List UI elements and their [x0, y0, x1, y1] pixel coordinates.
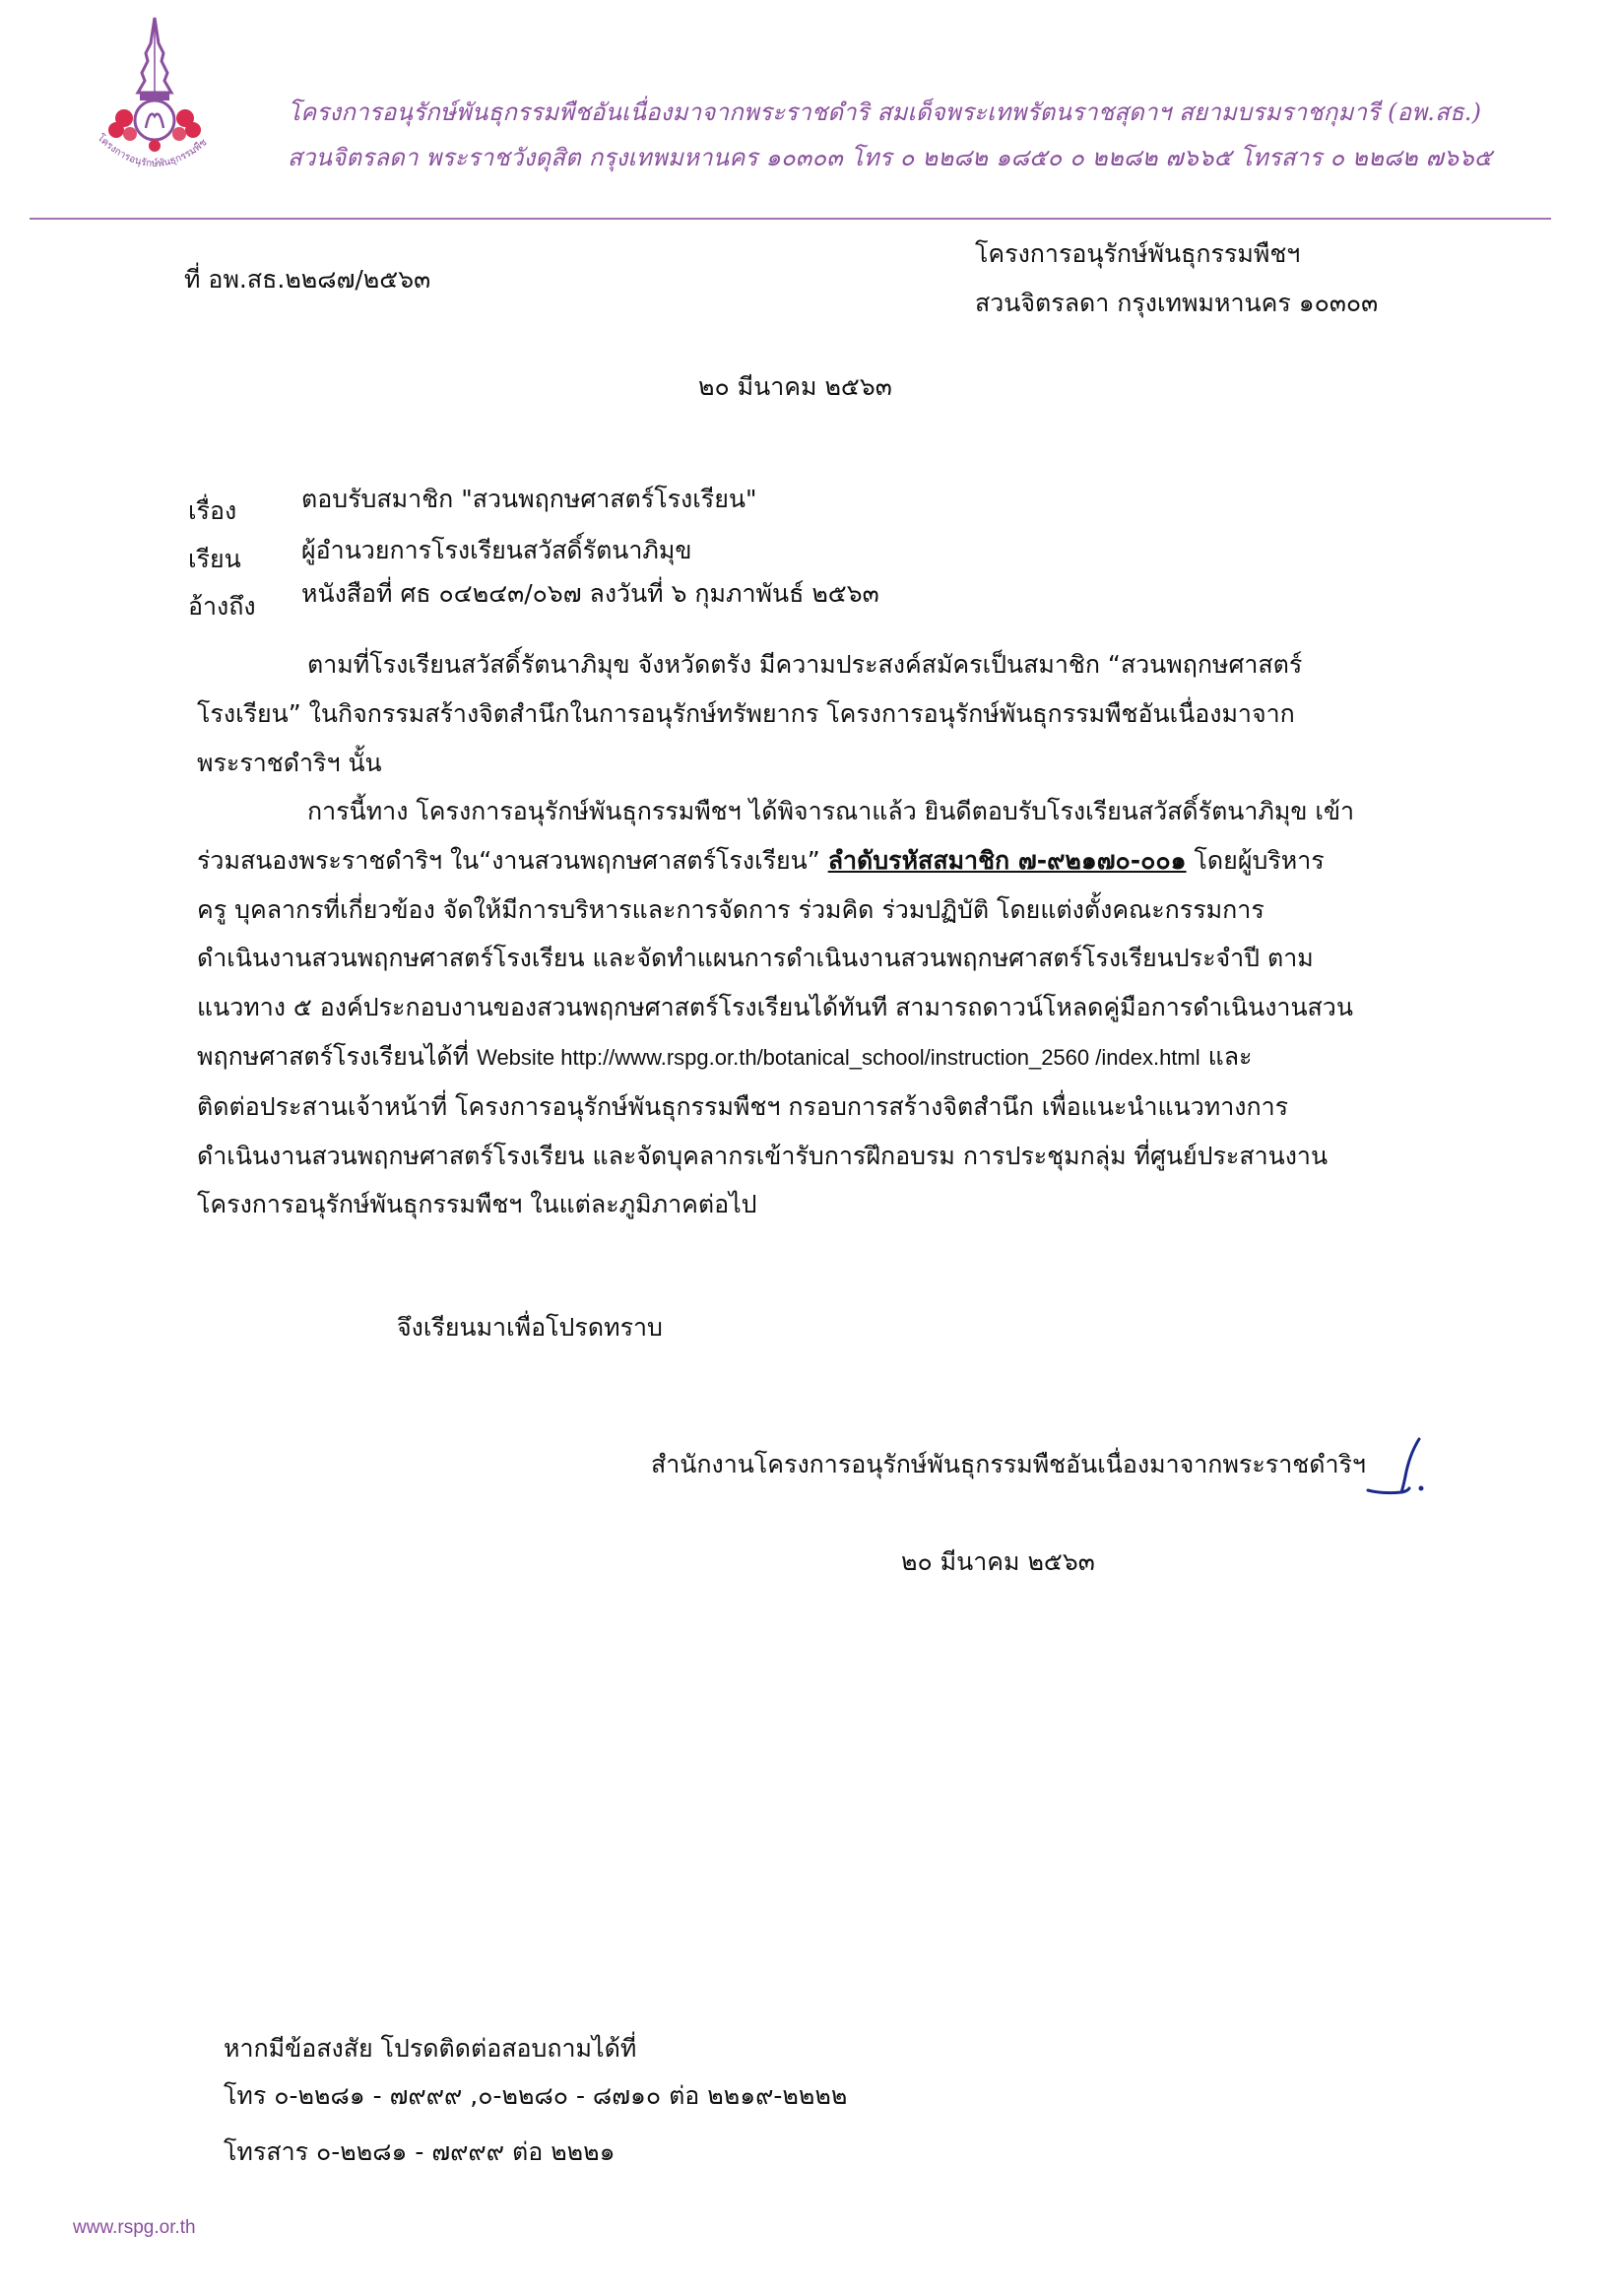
paragraph-2-line-2-tail: โดยผู้บริหาร [1186, 845, 1325, 875]
contact-intro: หากมีข้อสงสัย โปรดติดต่อสอบถามได้ที่ [224, 2034, 637, 2063]
letterhead-title: โครงการอนุรักษ์พันธุกรรมพืชอันเนื่องมาจากพระราชดำริ สมเด็จพระเทพรัตนราชสุดาฯ สยามบรมราชกุมารี (อพ.สธ.) [288, 98, 1482, 126]
document-number: ที่ อพ.สธ.๒๒๘๗/๒๕๖๓ [184, 265, 431, 294]
paragraph-2-line-3: ครู บุคลากรที่เกี่ยวข้อง จัดให้มีการบริหารและการจัดการ ร่วมคิด ร่วมปฏิบัติ โดยแต่งตั้งคณะกรรมการ [197, 894, 1264, 924]
sender-address-line1: โครงการอนุรักษ์พันธุกรรมพืชฯ [975, 239, 1301, 268]
paragraph-1-line-2: โรงเรียน” ในกิจกรรมสร้างจิตสำนึกในการอนุรักษ์ทรัพยากร โครงการอนุรักษ์พันธุกรรมพืชอันเนื่องมาจาก [197, 698, 1295, 728]
paragraph-2-line-2-text: ร่วมสนองพระราชดำริฯ ใน“งานสวนพฤกษศาสตร์โรงเรียน” [197, 845, 828, 875]
paragraph-2-line-8: ดำเนินงานสวนพฤกษศาสตร์โรงเรียน และจัดบุคลากรเข้ารับการฝึกอบรม การประชุมกลุ่ม ที่ศูนย์ประสานงาน [197, 1141, 1329, 1170]
paragraph-2-line-5: แนวทาง ๕ องค์ประกอบงานของสวนพฤกษศาสตร์โรงเรียนได้ทันที สามารถดาวน์โหลดคู่มือการดำเนินงานสวน [197, 993, 1353, 1022]
letterhead-divider [30, 218, 1551, 220]
recipient-text: ผู้อำนวยการโรงเรียนสวัสดิ์รัตนาภิมุข [301, 536, 692, 564]
member-code: ลำดับรหัสสมาชิก ๗-๙๒๑๗๐-๐๐๑ [827, 845, 1187, 875]
paragraph-2-line-4: ดำเนินงานสวนพฤกษศาสตร์โรงเรียน และจัดทำแผนการดำเนินงานสวนพฤกษศาสตร์โรงเรียนประจำปี ตาม [197, 944, 1314, 973]
paragraph-2-line-6-tail: และ [1200, 1041, 1253, 1071]
paragraph-2-line-6 [197, 1032, 1418, 1082]
reference-label: อ้างถึง [188, 592, 256, 621]
signature-date: ๒๐ มีนาคม ๒๕๖๓ [901, 1547, 1095, 1576]
paragraph-2-line-9: โครงการอนุรักษ์พันธุกรรมพืชฯ ในแต่ละภูมิภาคต่อไป [197, 1190, 757, 1219]
paragraph-2-line-1: การนี้ทาง โครงการอนุรักษ์พันธุกรรมพืชฯ ได้พิจารณาแล้ว ยินดีตอบรับโรงเรียนสวัสดิ์รัตนาภิมุข เข้า [307, 797, 1355, 825]
letter-date: ๒๐ มีนาคม ๒๕๖๓ [698, 372, 892, 401]
paragraph-1-line-3: พระราชดำริฯ นั้น [197, 748, 382, 777]
paragraph-1 [197, 640, 1418, 787]
rspg-logo [81, 14, 228, 176]
reference-text: หนังสือที่ ศธ ๐๔๒๔๓/๐๖๗ ลงวันที่ ๖ กุมภาพันธ์ ๒๕๖๓ [301, 579, 879, 608]
sender-address-line2: สวนจิตรลดา กรุงเทพมหานคร ๑๐๓๐๓ [975, 289, 1379, 317]
contact-phone: โทร ๐-๒๒๘๑ - ๗๙๙๙ ,๐-๒๒๘๐ - ๘๗๑๐ ต่อ ๒๒๑๙-๒๒๒๒ [224, 2081, 848, 2110]
subject-label: เรื่อง [188, 496, 237, 525]
paragraph-2-line-7: ติดต่อประสานเจ้าหน้าที่ โครงการอนุรักษ์พันธุกรรมพืชฯ กรอบการสร้างจิตสำนึก เพื่อแนะนำแนวทางการ [197, 1091, 1289, 1121]
paragraph-2-line-6-text: พฤกษศาสตร์โรงเรียนได้ที่ [197, 1041, 478, 1071]
handwritten-signature-icon [1362, 1433, 1441, 1500]
contact-fax: โทรสาร ๐-๒๒๘๑ - ๗๙๙๙ ต่อ ๒๒๒๑ [224, 2137, 616, 2166]
paragraph-1-line-1: ตามที่โรงเรียนสวัสดิ์รัตนาภิมุข จังหวัดตรัง มีความประสงค์สมัครเป็นสมาชิก “สวนพฤกษศาสตร์ [307, 650, 1303, 679]
recipient-label: เรียน [188, 545, 241, 573]
footer-website[interactable]: www.rspg.or.th [73, 2217, 196, 2238]
instruction-url[interactable]: Website http://www.rspg.or.th/botanical_school/instruction_2560 /index.html [477, 1044, 1200, 1070]
subject-text: ตอบรับสมาชิก "สวนพฤกษศาสตร์โรงเรียน" [301, 485, 757, 513]
paragraph-2 [197, 787, 1418, 1229]
signatory-office: สำนักงานโครงการอนุรักษ์พันธุกรรมพืชอันเนื่องมาจากพระราชดำริฯ [651, 1450, 1366, 1478]
logo-arc-text: โครงการอนุรักษ์พันธุกรรมพืช [95, 132, 210, 170]
rspg-emblem-icon [81, 14, 228, 176]
signature-mark [1362, 1433, 1441, 1500]
closing-text: จึงเรียนมาเพื่อโปรดทราบ [397, 1313, 663, 1342]
letterhead-address: สวนจิตรลดา พระราชวังดุสิต กรุงเทพมหานคร ๑๐๓๐๓ โทร ๐ ๒๒๘๒ ๑๘๕๐ ๐ ๒๒๘๒ ๗๖๖๕ โทรสาร ๐ ๒๒๘๒ ๗๖๖๕ [288, 144, 1493, 171]
paragraph-2-line-2 [197, 836, 1418, 886]
